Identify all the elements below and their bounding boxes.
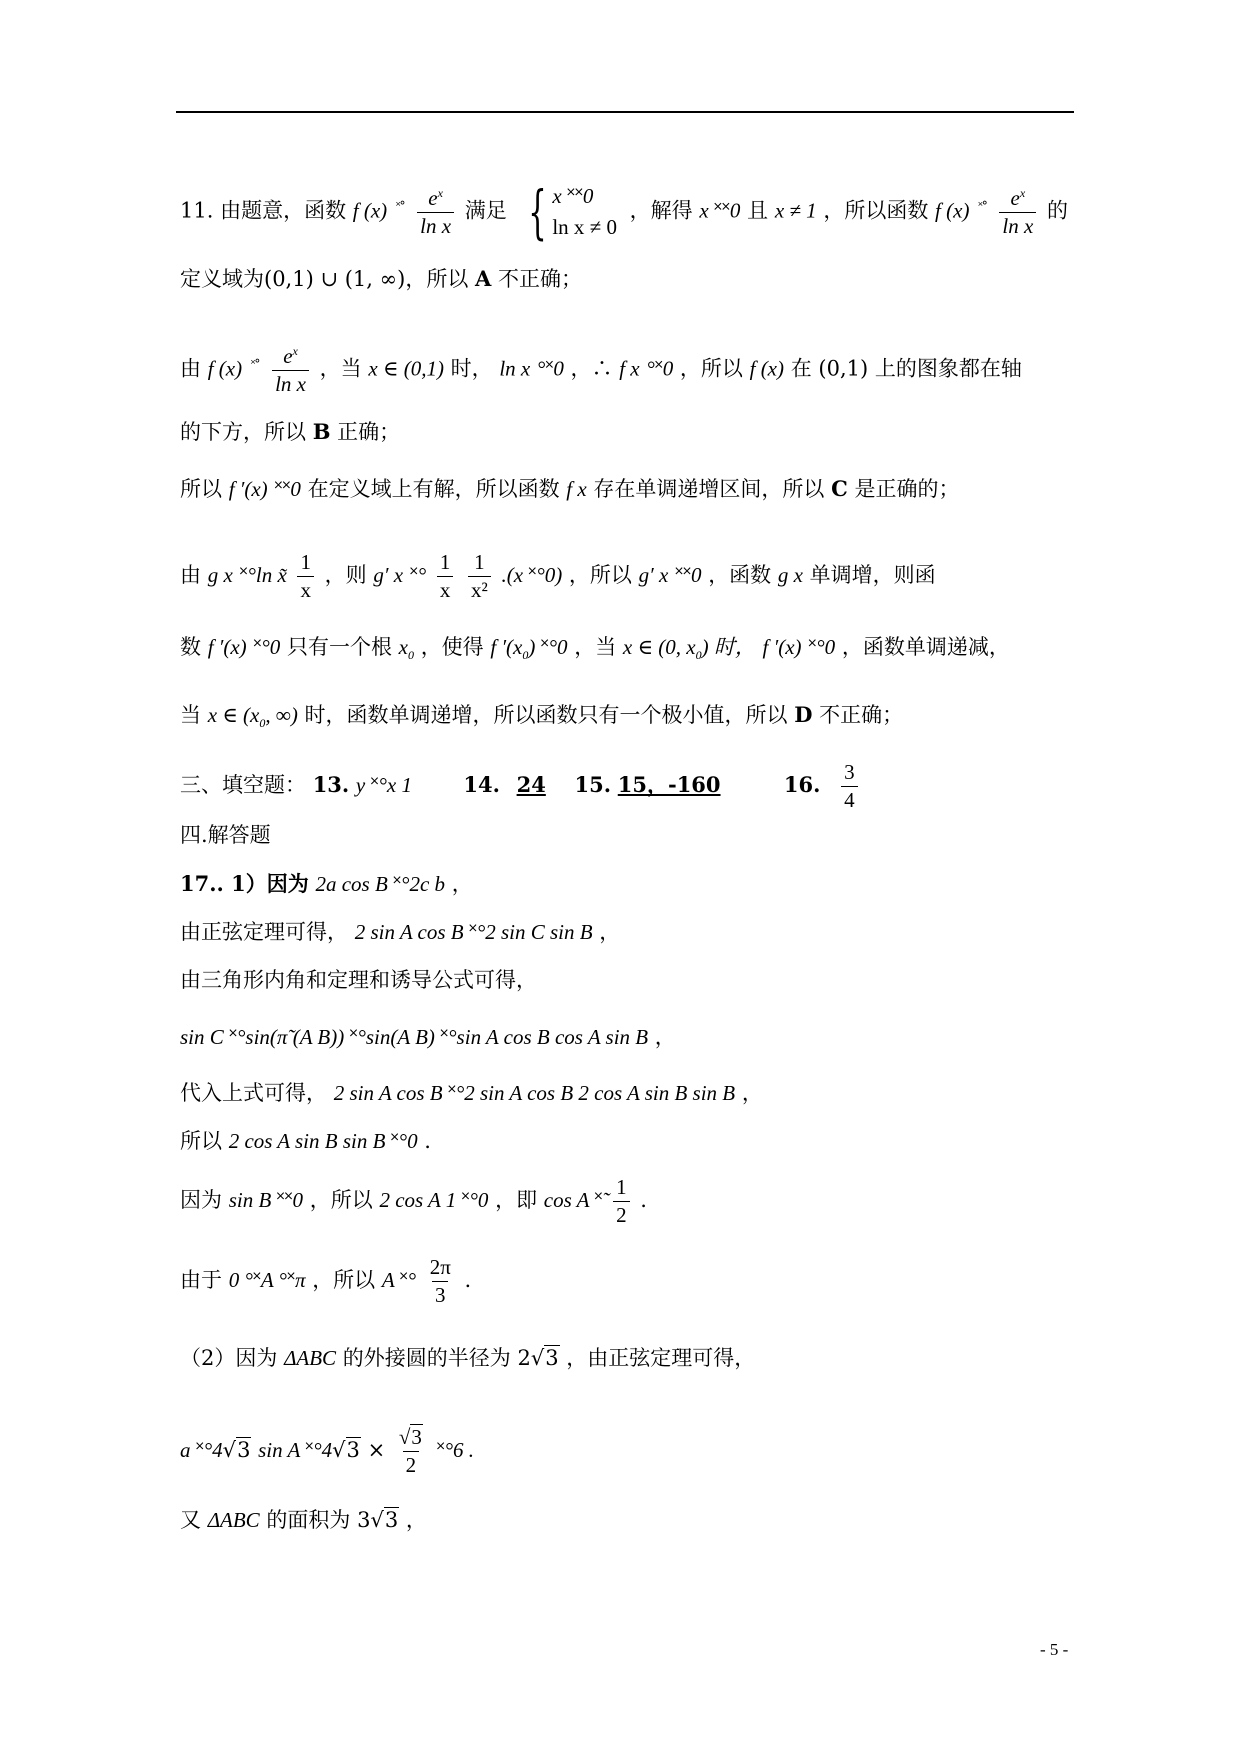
math: ˟°ln x̃	[239, 563, 287, 587]
q17-part2-line2: a ˟°4√3 sin A ˟°4√3 × $\frac{√3}{2}$ ˟°6 .	[180, 1425, 475, 1477]
text: .	[640, 1188, 647, 1212]
text: 时，	[450, 356, 493, 381]
text: 数	[180, 635, 201, 659]
math: 2a cos B ˟°2c b	[315, 872, 446, 896]
equation-system	[519, 178, 617, 246]
frac-den: x²	[468, 576, 491, 601]
q17-line5	[180, 1083, 763, 1104]
frac-1-x2	[468, 552, 491, 601]
text: 17.. 1）因为	[180, 871, 309, 896]
math: °˟0	[536, 356, 564, 381]
glyph: ˟°	[250, 356, 260, 371]
math: ˟°0	[808, 635, 836, 659]
math-fx: f (x)	[352, 198, 388, 223]
page-number: - 5 -	[1040, 1640, 1069, 1659]
q17-line6	[180, 1131, 431, 1152]
text: ，由正弦定理可得，	[566, 1346, 756, 1370]
frac-den: 2	[613, 1201, 630, 1226]
q-number: 15.	[574, 772, 612, 797]
math-radius: 2√3	[517, 1346, 559, 1370]
q17-line8	[180, 1257, 471, 1306]
text: ，	[451, 872, 473, 896]
text: 所以	[180, 1129, 222, 1153]
frac-num: 1	[616, 1175, 627, 1199]
text: ，所以	[309, 1188, 373, 1212]
frac-den: 4	[841, 786, 858, 811]
q17-part2-line3	[180, 1510, 427, 1531]
text: .	[464, 1268, 472, 1292]
math: f x	[566, 477, 587, 501]
math: 2 cos A 1 ˟°0	[379, 1188, 489, 1212]
p11-line7	[180, 637, 1010, 661]
math-x-gt: x ˟˟0	[699, 198, 741, 223]
math: ΔABC	[207, 1508, 260, 1532]
frac-num: 3	[844, 760, 855, 784]
text: 上的图象都在轴	[874, 356, 1022, 381]
text: ，当	[319, 356, 362, 381]
frac-2pi-3	[427, 1257, 454, 1306]
text: ，函数	[708, 563, 772, 587]
text: 三、填空题：	[180, 773, 306, 797]
text: 因为	[180, 1188, 222, 1212]
text: 存在单调递增区间，所以	[593, 477, 825, 501]
text: 由于	[180, 1268, 222, 1292]
and-text: 且	[747, 198, 769, 223]
text: 由	[180, 563, 201, 587]
math: °˟0	[646, 356, 674, 381]
text: 又	[180, 1508, 201, 1532]
q-number: 13.	[312, 772, 350, 797]
q17-line1	[180, 873, 473, 895]
math: 0 °˟A °˟π	[228, 1268, 306, 1292]
math: 2 sin A cos B ˟°2 sin C sin B	[354, 920, 593, 944]
fill-blank-line	[180, 762, 862, 811]
math: f (x)	[749, 356, 785, 381]
text: ，	[405, 1508, 427, 1532]
frac-3-4	[841, 762, 858, 811]
q17-line2	[180, 922, 620, 943]
math: f ′(x	[490, 635, 523, 659]
p11-line3	[180, 345, 1022, 395]
text: .	[424, 1129, 431, 1153]
math: a ˟°4	[180, 1438, 223, 1462]
option-letter: C	[831, 476, 848, 501]
math: f ′(x)	[762, 635, 802, 659]
option-letter: B	[312, 419, 331, 444]
text: ，	[654, 1025, 676, 1049]
math: ˟°6 .	[436, 1438, 475, 1462]
frac-1-x	[297, 552, 314, 601]
text: 是正确的；	[854, 477, 960, 501]
glyph: ˟°	[395, 198, 405, 213]
text: 的外接圆的半径为	[342, 1346, 511, 1370]
frac-1-2	[613, 1177, 630, 1226]
text: （2）因为	[180, 1346, 278, 1370]
p11-line8	[180, 704, 903, 729]
text: 正确；	[337, 420, 401, 444]
math: ˟˟0	[274, 477, 301, 501]
math-interval: x ∈ ($x_0$, ∞)	[207, 703, 298, 731]
math: ˟˟0	[674, 563, 702, 587]
text: ，函数单调递减，	[841, 635, 1010, 659]
section-4-heading: 四.解答题	[180, 823, 271, 847]
text: 的下方，所以	[180, 420, 306, 444]
solve-text: ，解得	[629, 198, 693, 223]
math: x ∈ (0, x	[622, 635, 696, 659]
frac-num: e	[1010, 186, 1020, 210]
math: A ˟°	[381, 1268, 416, 1292]
frac-sup: x	[292, 344, 298, 358]
math: 3	[237, 1438, 251, 1462]
math: sin A ˟°4	[258, 1438, 333, 1462]
math: ×	[367, 1438, 386, 1462]
math-x0: $x_0$	[398, 635, 414, 663]
text: 的面积为	[266, 1508, 351, 1532]
p11-line1	[180, 178, 1069, 246]
text: 定义域为	[180, 267, 264, 291]
answer: 15，-160	[617, 772, 721, 797]
option-letter: D	[794, 702, 813, 727]
brace-icon: {	[528, 178, 548, 246]
frac-num: 1	[439, 550, 451, 574]
frac-den: 3	[432, 1281, 449, 1306]
math: 3	[346, 1438, 360, 1462]
frac-den: x	[297, 576, 314, 601]
math: x ∈ (0,1)	[368, 356, 444, 381]
text: 由	[180, 356, 201, 381]
math: ˟°	[409, 563, 427, 587]
frac-ex-lnx	[417, 187, 454, 237]
frac-den: ln x	[272, 370, 309, 395]
math: g x	[777, 563, 803, 587]
answer: 24	[516, 772, 546, 797]
math: , ∞)	[265, 703, 298, 727]
math: ln x	[499, 356, 531, 381]
option-letter: A	[475, 266, 492, 291]
math-interval: x ∈ (0, $x_0$) 时，	[622, 635, 756, 663]
math-area: 3√3	[357, 1508, 399, 1532]
q17-line7	[180, 1177, 647, 1226]
text: ，则	[324, 563, 367, 587]
frac-num: 2π	[429, 1255, 451, 1279]
frac-den: 2	[403, 1451, 420, 1476]
math: f x	[619, 356, 640, 381]
text: 代入上式可得，	[180, 1081, 327, 1105]
q17-line4	[180, 1027, 676, 1048]
math: ˟°0	[253, 635, 281, 659]
sys-row1: x ˟˟0	[552, 184, 594, 208]
text: ，所以	[312, 1268, 376, 1292]
text: ，使得	[420, 635, 484, 659]
q17-line3: 由三角形内角和定理和诱导公式可得，	[180, 968, 537, 992]
text: 由正弦定理可得，	[180, 920, 348, 944]
text: ，所以	[405, 267, 469, 291]
p11-line6	[180, 552, 936, 601]
text: 所以	[180, 477, 222, 501]
satisfy-text: 满足	[464, 198, 507, 223]
q17-part2-line1	[180, 1348, 755, 1369]
text: 不正确；	[498, 267, 582, 291]
text: ，	[741, 1081, 763, 1105]
frac-num: 1	[300, 550, 311, 574]
frac-num: e	[428, 186, 438, 210]
text: 在定义域上有解，所以函数	[307, 477, 560, 501]
math: f ′(x)	[207, 635, 247, 659]
math: x	[398, 635, 408, 659]
text: 在	[790, 356, 812, 381]
answer: y ˟°x 1	[355, 773, 412, 797]
math: g′ x	[373, 563, 404, 587]
math: ) 时，	[701, 635, 756, 659]
math: (0,1) ∪ (1, ∞)	[264, 267, 406, 291]
math: g′ x	[638, 563, 669, 587]
frac-sup: x	[1019, 186, 1026, 200]
header-rule	[176, 111, 1074, 113]
math: sin B ˟˟0	[228, 1188, 304, 1212]
math-x-ne: x ≠ 1	[774, 198, 817, 223]
text: 时，函数单调递增，所以函数只有一个极小值，所以	[304, 703, 788, 727]
frac-num: 1	[474, 550, 485, 574]
so-func-text: ，所以函数	[823, 198, 929, 223]
frac-ex-lnx-2	[999, 187, 1036, 237]
frac-sup: x	[437, 186, 443, 200]
math-fpx0: f $'(x_0)$ ˟°0	[490, 635, 568, 663]
of-text: 的	[1047, 198, 1069, 223]
p11-line2	[180, 268, 582, 290]
math: 2 cos A sin B sin B ˟°0	[228, 1129, 418, 1153]
frac-sqrt3-2: $\frac{√3}{2}$	[398, 1425, 422, 1477]
text: ，所以	[679, 356, 743, 381]
math: f ′(x)	[228, 477, 268, 501]
math: .(x ˟°0)	[501, 563, 563, 587]
math: 3	[545, 1346, 559, 1370]
text: ，即	[495, 1188, 538, 1212]
math: cos A ˟̃	[543, 1188, 603, 1212]
frac-den: x	[437, 576, 454, 601]
math: sin C ˟°sin(π̃ (A B)) ˟°sin(A B) ˟°sin A cos B cos A sin B	[180, 1025, 649, 1049]
p11-lead: 11. 由题意，函数	[180, 198, 347, 223]
frac-den: ln x	[417, 212, 454, 237]
math: g x	[207, 563, 233, 587]
frac-num: e	[283, 344, 293, 368]
frac-1-x-2	[437, 552, 454, 601]
text: 单调增，则函	[809, 563, 936, 587]
frac-num: 3	[411, 1425, 422, 1449]
math: f (x)	[207, 356, 243, 381]
math: ΔABC	[284, 1346, 337, 1370]
math-fx-2: f (x)	[935, 198, 970, 223]
text: ，∴	[570, 356, 613, 381]
p11-line5	[180, 478, 959, 500]
frac-den: ln x	[999, 212, 1036, 237]
sys-row2: ln x ≠ 0	[552, 215, 617, 239]
text: 只有一个根	[286, 635, 392, 659]
text: 当	[180, 703, 201, 727]
math: ) ˟°0	[528, 635, 568, 659]
math: x ∈ (x	[207, 703, 260, 727]
q-number: 14.	[463, 772, 500, 797]
math: 3	[384, 1508, 399, 1532]
text: 不正确；	[819, 703, 904, 727]
math: 2 sin A cos B ˟°2 sin A cos B 2 cos A sin B sin B	[333, 1081, 736, 1105]
frac-ex-lnx-3	[272, 345, 309, 395]
text: ，	[599, 920, 621, 944]
math: 3	[357, 1508, 371, 1532]
glyph: ˟°	[978, 198, 987, 213]
math: (0,1)	[818, 356, 869, 381]
text: ，所以	[568, 563, 632, 587]
p11-line4	[180, 421, 400, 443]
q-number: 16.	[783, 772, 821, 797]
math: 2	[517, 1346, 531, 1370]
text: ，当	[574, 635, 617, 659]
